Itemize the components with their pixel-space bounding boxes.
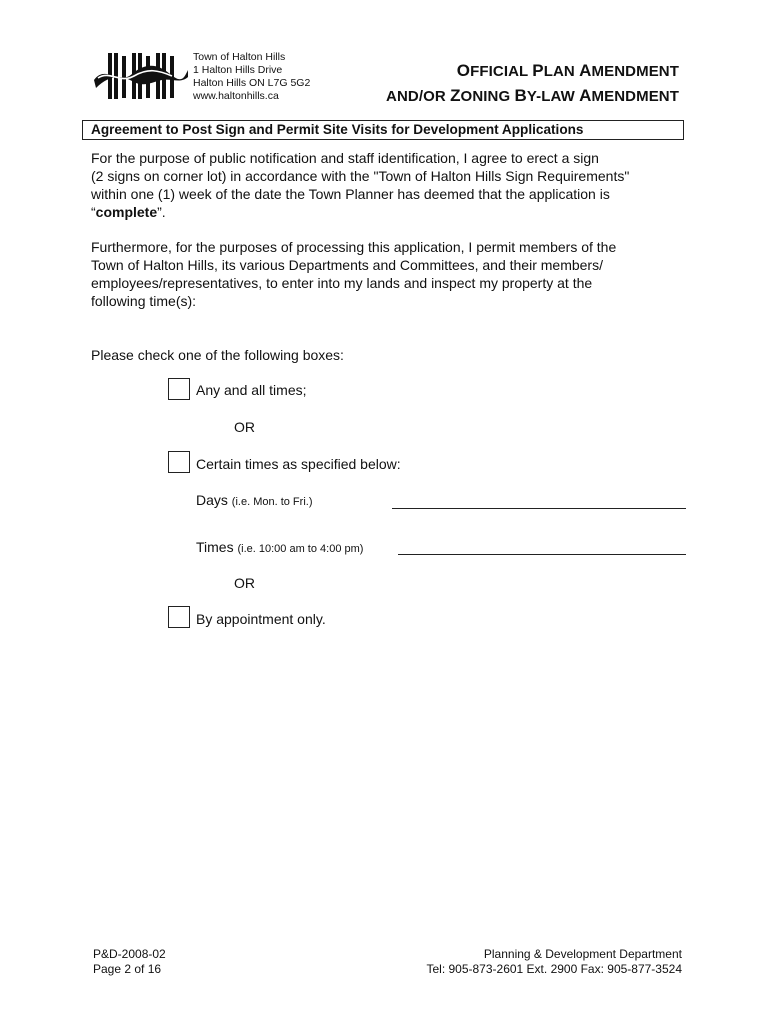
times-hint: (i.e. 10:00 am to 4:00 pm) bbox=[237, 543, 364, 555]
halton-hills-logo bbox=[92, 50, 190, 102]
open-quote: “ bbox=[91, 204, 96, 220]
org-street: 1 Halton Hills Drive bbox=[193, 64, 283, 76]
paragraph-line: within one (1) week of the date the Town Planner has deemed that the application is bbox=[91, 186, 610, 202]
appointment-only-checkbox[interactable] bbox=[168, 606, 190, 628]
times-field-label bbox=[196, 538, 363, 558]
certain-times-checkbox[interactable] bbox=[168, 451, 190, 473]
paragraph-line: employees/representatives, to enter into my lands and inspect my property at the bbox=[91, 275, 593, 291]
paragraph-line-last bbox=[91, 203, 691, 221]
or-separator: OR bbox=[234, 575, 255, 591]
paragraph-line: following time(s): bbox=[91, 293, 197, 309]
title-line-1: OFFICIAL PLAN AMENDMENT bbox=[456, 61, 679, 80]
paragraph-line: Town of Halton Hills, its various Departments and Committees, and their members/ bbox=[91, 257, 603, 273]
days-input-line[interactable] bbox=[392, 508, 686, 509]
department-contact: Tel: 905-873-2601 Ext. 2900 Fax: 905-877-3524 bbox=[426, 962, 682, 976]
paragraph-line: Furthermore, for the purposes of processing this application, I permit members of the bbox=[91, 239, 617, 255]
org-city: Halton Hills ON L7G 5G2 bbox=[193, 77, 311, 89]
days-field-label bbox=[196, 491, 312, 511]
times-input-line[interactable] bbox=[398, 554, 686, 555]
site-visit-paragraph bbox=[91, 238, 691, 310]
times-label: Times bbox=[196, 539, 234, 555]
org-name: Town of Halton Hills bbox=[193, 51, 286, 63]
any-time-checkbox[interactable] bbox=[168, 378, 190, 400]
days-hint: (i.e. Mon. to Fri.) bbox=[231, 496, 313, 508]
document-title bbox=[386, 59, 679, 109]
certain-times-label: Certain times as specified below: bbox=[196, 456, 401, 472]
paragraph-line: (2 signs on corner lot) in accordance with the "Town of Halton Hills Sign Requirements" bbox=[91, 168, 630, 184]
sign-agreement-paragraph bbox=[91, 149, 691, 221]
title-line-2: AND/OR ZONING BY-LAW AMENDMENT bbox=[386, 86, 679, 105]
paragraph-line: For the purpose of public notification and staff identification, I agree to erect a sign bbox=[91, 150, 599, 166]
checkbox-instruction: Please check one of the following boxes: bbox=[91, 347, 344, 363]
footer-right bbox=[426, 947, 682, 977]
department-name: Planning & Development Department bbox=[483, 947, 682, 961]
close-quote: ”. bbox=[157, 204, 166, 220]
complete-word: complete bbox=[95, 204, 158, 220]
or-separator: OR bbox=[234, 419, 255, 435]
any-time-label: Any and all times; bbox=[196, 382, 307, 398]
form-id: P&D-2008-02 bbox=[93, 947, 166, 961]
page-number: Page 2 of 16 bbox=[93, 962, 162, 976]
days-label: Days bbox=[196, 492, 228, 508]
footer-left bbox=[93, 947, 166, 977]
appointment-only-label: By appointment only. bbox=[196, 611, 326, 627]
section-heading: Agreement to Post Sign and Permit Site Visits for Development Applications bbox=[82, 120, 684, 140]
org-website: www.haltonhills.ca bbox=[193, 90, 279, 102]
organization-address bbox=[193, 51, 310, 103]
